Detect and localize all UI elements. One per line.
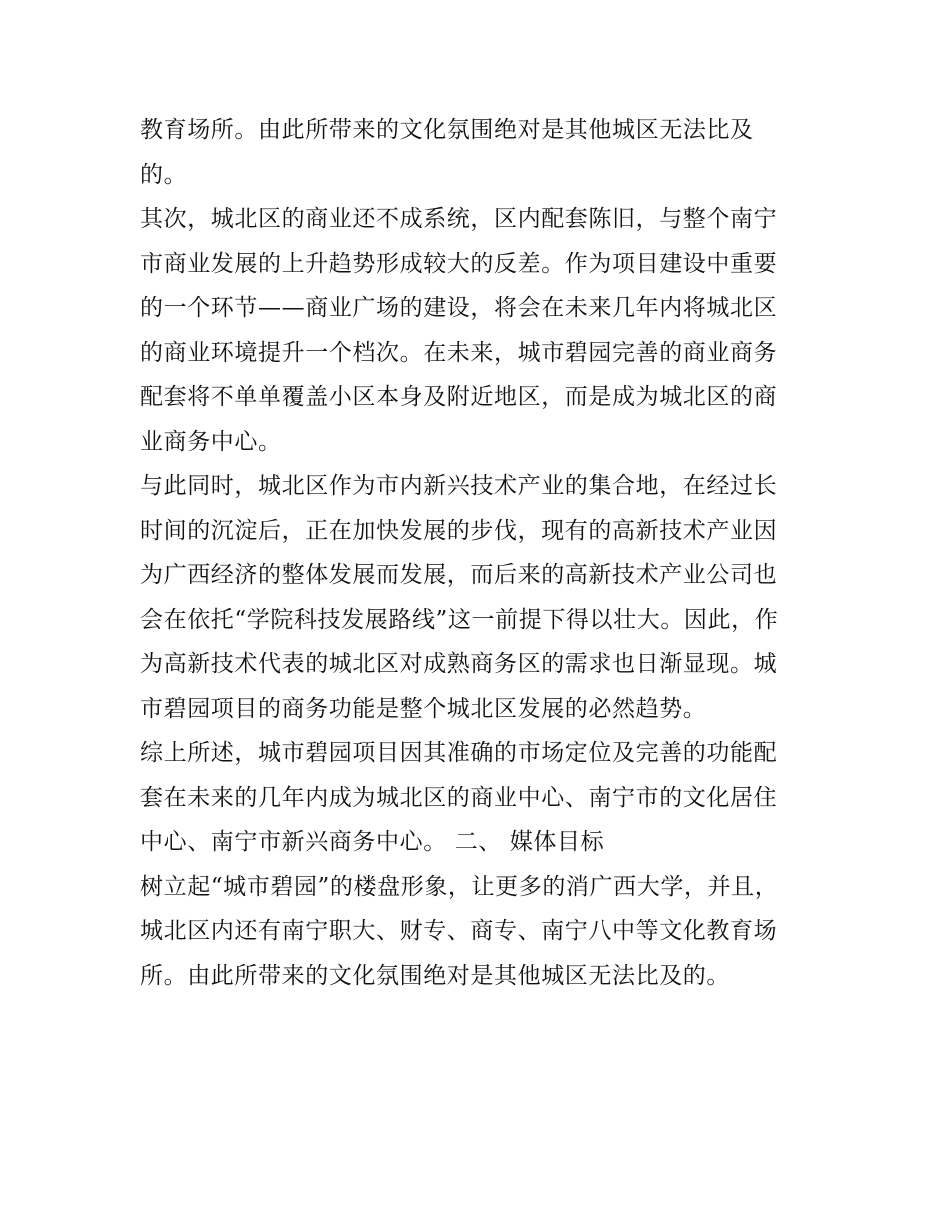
- text-line: 所。由此所带来的文化氛围绝对是其他城区无法比及的。: [140, 962, 730, 989]
- text-line: 综上所述，城市碧园项目因其准确的市场定位及完善的功能配: [140, 740, 778, 766]
- text-line: 为广西经济的整体发展而发展，而后来的高新技术产业公司也: [140, 562, 778, 588]
- text-line: 城北区内还有南宁职大、财专、商专、南宁八中等文化教育场: [140, 918, 778, 944]
- text-line: 中心、南宁市新兴商务中心。 二、 媒体目标: [140, 829, 605, 855]
- text-line: 的一个环节——商业广场的建设，将会在未来几年内将城北区: [140, 295, 778, 321]
- text-line: 时间的沉淀后，正在加快发展的步伐，现有的高新技术产业因: [140, 517, 778, 544]
- text-line: 配套将不单单覆盖小区本身及附近地区，而是成为城北区的商: [140, 384, 778, 410]
- text-line: 的。: [140, 161, 188, 188]
- document-body: [140, 108, 820, 998]
- text-line: 套在未来的几年内成为城北区的商业中心、南宁市的文化居住: [140, 784, 778, 811]
- text-line: 其次，城北区的商业还不成系统，区内配套陈旧，与整个南宁: [140, 206, 778, 232]
- text-line: 为高新技术代表的城北区对成熟商务区的需求也日渐显现。城: [140, 651, 778, 677]
- text-line: 教育场所。由此所带来的文化氛围绝对是其他城区无法比及: [140, 117, 754, 143]
- text-line: 业商务中心。: [140, 428, 282, 455]
- text-line: 市碧园项目的商务功能是整个城北区发展的必然趋势。: [140, 695, 707, 722]
- text-line: 与此同时，城北区作为市内新兴技术产业的集合地，在经过长: [140, 473, 778, 499]
- text-line: 市商业发展的上升趋势形成较大的反差。作为项目建设中重要: [140, 250, 778, 277]
- text-line: 的商业环境提升一个档次。在未来，城市碧园完善的商业商务: [140, 339, 778, 366]
- text-line: 树立起“城市碧园”的楼盘形象，让更多的消广西大学，并且，: [140, 873, 779, 900]
- text-line: 会在依托“学院科技发展路线”这一前提下得以壮大。因此，作: [140, 606, 779, 633]
